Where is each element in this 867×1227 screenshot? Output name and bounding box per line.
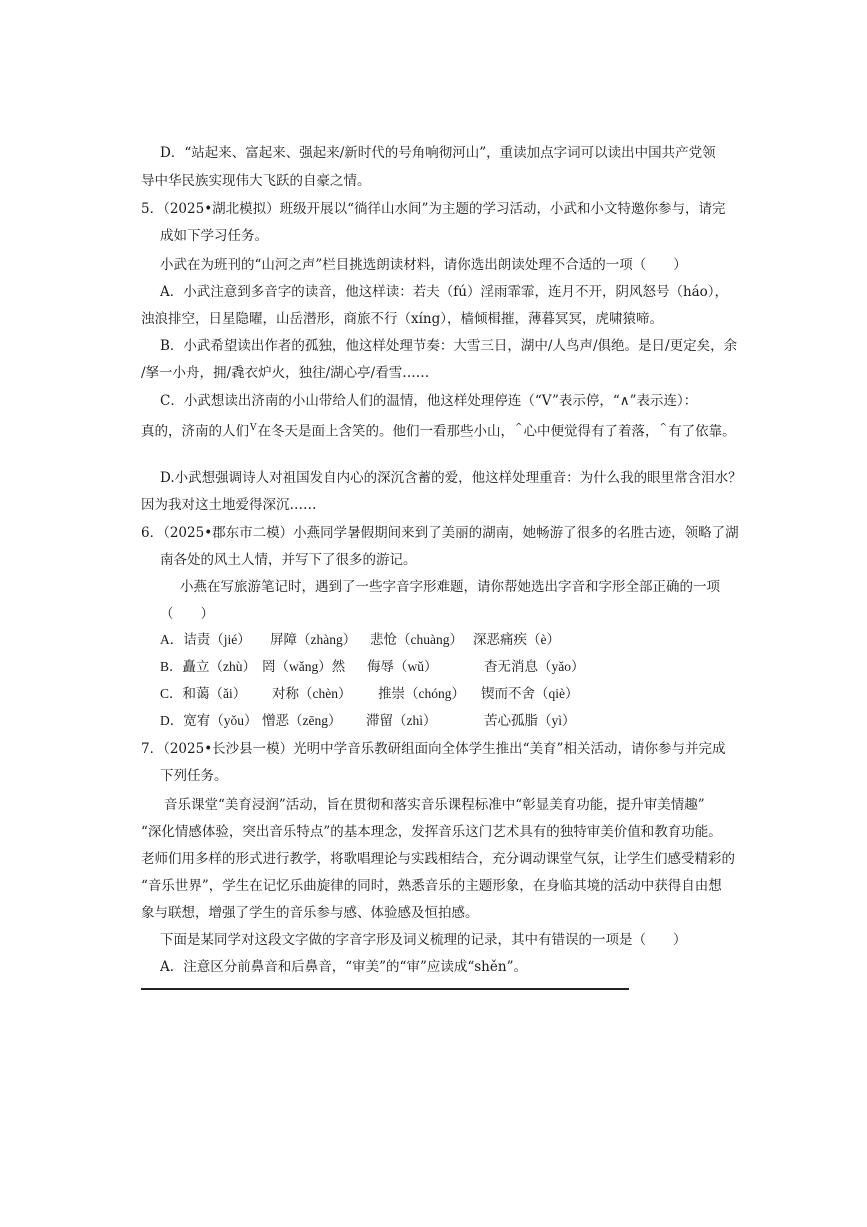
page-bottom-rule bbox=[141, 988, 629, 990]
q6-option-c-2: 对称（chèn） bbox=[272, 686, 352, 701]
q5-option-a-line2: 浊浪排空，日星隐曜，山岳潜形，商旅不行（xíng），樯倾楫摧，薄暮冥冥，虎啸猿啼。 bbox=[141, 311, 664, 327]
q7-passage-line5: 象与联想，增强了学生的音乐参与感、体验感及恒拍感。 bbox=[141, 905, 479, 921]
q7-passage-line1: 音乐课堂“美育浸润”活动，旨在贯彻和落实音乐课程标准中“彰显美育功能，提升审美情趣” bbox=[164, 797, 705, 813]
q6-option-d-2: 憎恶（zēng） bbox=[262, 713, 342, 728]
q7-passage-line3: 老师们用多样的形式进行教学，将歌唱理论与实践相结合，充分调动课堂气氛，让学生们感受精彩的 bbox=[141, 851, 735, 867]
q5-c-text-2: 在冬天是面上含笑的。他们一看那些小山， bbox=[257, 423, 514, 440]
q6-option-a-3: 悲怆（chuàng） bbox=[370, 632, 463, 647]
link-mark: ^ bbox=[515, 423, 523, 433]
q7-passage-line4: “音乐世界”，学生在记忆乐曲旋律的同时，熟悉音乐的主题形象，在身临其境的活动中获得自由想 bbox=[141, 878, 722, 894]
q7-stem-line1: 7．（2025•长沙县一模）光明中学音乐教研组面向全体学生推出“美育”相关活动，请你参与并完成 bbox=[141, 741, 726, 757]
q5-c-text-3: 心中便觉得有了着落， bbox=[523, 423, 659, 440]
q6-option-a-2: 屏障（zhàng） bbox=[270, 632, 357, 647]
q5-option-b-line1: B．小武希望读出作者的孤独，他这样处理节奏：大雪三日，湖中/人鸟声/俱绝。是日/更定矣，余 bbox=[160, 338, 738, 354]
q6-option-b-3: 侮辱（wǔ） bbox=[367, 659, 438, 674]
pause-mark: V bbox=[250, 423, 257, 433]
q6-stem-line1: 6．（2025•郡东市二模）小燕同学暑假期间来到了美丽的湖南，她畅游了很多的名胜古迹，领略了湖 bbox=[141, 525, 739, 541]
q6-task-line1: 小燕在写旅游笔记时，遇到了一些字音字形难题，请你帮她选出字音和字形全部正确的一项 bbox=[180, 579, 720, 595]
q6-option-d-4: 苦心孤脂（yì） bbox=[484, 713, 576, 728]
q5-stem-line2: 成如下学习任务。 bbox=[160, 228, 268, 244]
q4-option-d-line1: D．“站起来、富起来、强起来/新时代的号角响彻河山”，重读加点字词可以读出中国共产党领 bbox=[160, 145, 716, 161]
q5-stem-line1: 5．（2025•湖北模拟）班级开展以“徜徉山水间”为主题的学习活动，小武和小文特邀你参与，请完 bbox=[141, 201, 726, 217]
q7-task: 下面是某同学对这段文字做的字音字形及词义梳理的记录，其中有错误的一项是（ ） bbox=[160, 932, 687, 948]
q6-task-line2: （ ） bbox=[160, 606, 214, 622]
q5-option-d-line1: D.小武想强调诗人对祖国发自内心的深沉含蓄的爱，他这样处理重音：为什么我的眼里常含泪水？ bbox=[160, 470, 742, 486]
q6-option-d-1: D．宽宥（yǒu） bbox=[160, 713, 258, 728]
q5-option-a-line1: A．小武注意到多音字的读音，他这样读：若夫（fú）淫雨霏霏，连月不开，阴风怒号（háo）， bbox=[160, 284, 729, 300]
q6-option-a-4: 深恶痛疾（è） bbox=[473, 632, 560, 647]
q6-option-c-1: C．和蔼（ǎi） bbox=[160, 686, 247, 701]
q5-option-c-line1: C．小武想读出济南的小山带给人们的温情，他这样处理停连（“V”表示停，“∧”表示连）： bbox=[160, 393, 698, 409]
q6-option-a-1: A．诘责（jié） bbox=[160, 632, 251, 647]
q5-option-c-line2 bbox=[141, 419, 736, 441]
q6-option-c-3: 推崇（chóng） bbox=[378, 686, 465, 701]
q5-c-text-1: 真的，济南的人们 bbox=[141, 423, 249, 440]
q6-option-b-1: B．矗立（zhù） bbox=[160, 659, 256, 674]
q6-stem-line2: 南各处的风土人情，并写下了很多的游记。 bbox=[160, 552, 417, 568]
q5-task: 小武在为班刊的“山河之声”栏目挑选朗读材料，请你选出朗读处理不合适的一项（ ） bbox=[160, 257, 687, 273]
q6-option-d-3: 滞留（zhì） bbox=[366, 713, 437, 728]
q6-option-b-2: 罔（wǎng）然 bbox=[262, 659, 346, 674]
q5-option-b-line2: /拏一小舟，拥/毳衣炉火，独往/湖心亭/看雪…… bbox=[141, 365, 430, 381]
link-mark: ^ bbox=[659, 423, 668, 433]
q6-option-b-4: 杳无消息（yǎo） bbox=[484, 659, 585, 674]
q6-option-c-4: 锲而不舍（qiè） bbox=[481, 686, 579, 701]
q7-option-a: A．注意区分前鼻音和后鼻音，“审美”的“审”应读成“shěn”。 bbox=[160, 959, 527, 975]
q5-c-text-4: 有了依靠。 bbox=[668, 423, 736, 440]
q5-option-d-line2: 因为我对这土地爱得深沉…… bbox=[141, 497, 317, 513]
q7-stem-line2: 下列任务。 bbox=[160, 768, 228, 784]
q7-passage-line2: “深化情感体验，突出音乐特点”的基本理念，发挥音乐这门艺术具有的独特审美价值和教育功能。 bbox=[141, 824, 722, 840]
q4-option-d-line2: 导中华民族实现伟大飞跃的自豪之情。 bbox=[141, 173, 371, 189]
